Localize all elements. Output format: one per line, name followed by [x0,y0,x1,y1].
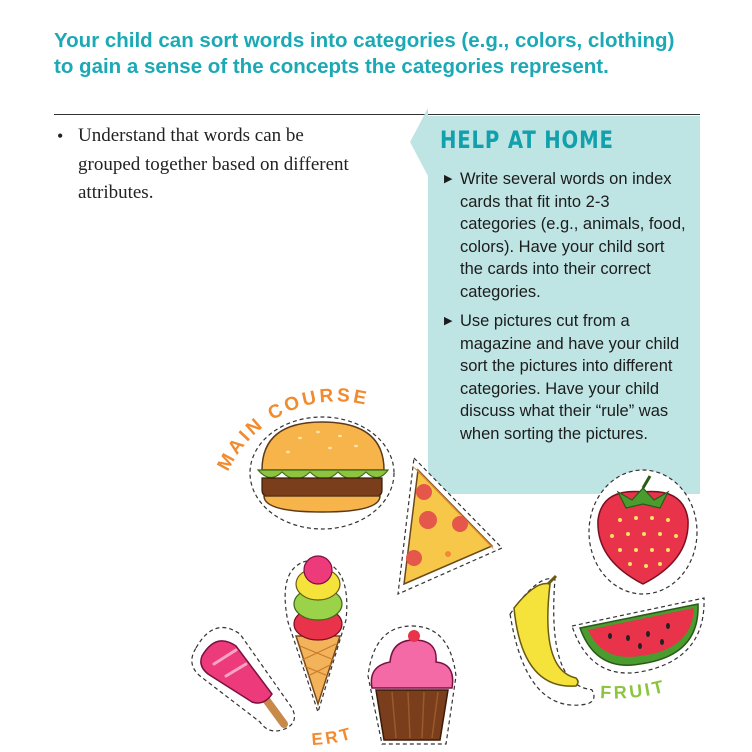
dessert-label: ERT [310,723,356,750]
triangle-right-icon: ▶ [444,315,453,327]
headline: Your child can sort words into categories (e.g., colors, clothing) to gain a sense of the concepts the categories represent. [54,29,675,78]
ice-cream-cone-icon [285,556,347,712]
watermelon-slice-icon [572,598,704,673]
main-course-label: MAIN COURSE [213,385,371,475]
objective-text: Understand that words can be grouped together based on different attributes. [78,125,349,203]
triangle-right-icon: ▶ [444,173,453,185]
help-at-home-title: HELP AT HOME [440,126,614,154]
help-item-text: Write several words on index cards that fit into 2-3 categories (e.g., animals, food, colors). Have your child sort the cards into their correct categories. [460,170,686,301]
cupcake-icon [368,626,456,744]
fruit-label: FRUIT [599,675,669,703]
help-item-text: Use pictures cut from a magazine and have your child sort the pictures into different categories. Have your child discuss what their “rule” was when sorting the pictures. [460,312,680,443]
bullet-dot-icon: • [57,126,64,146]
pizza-slice-icon [398,458,502,594]
hamburger-icon [250,417,394,529]
popsicle-icon [192,628,295,731]
strawberry-icon [589,470,697,594]
